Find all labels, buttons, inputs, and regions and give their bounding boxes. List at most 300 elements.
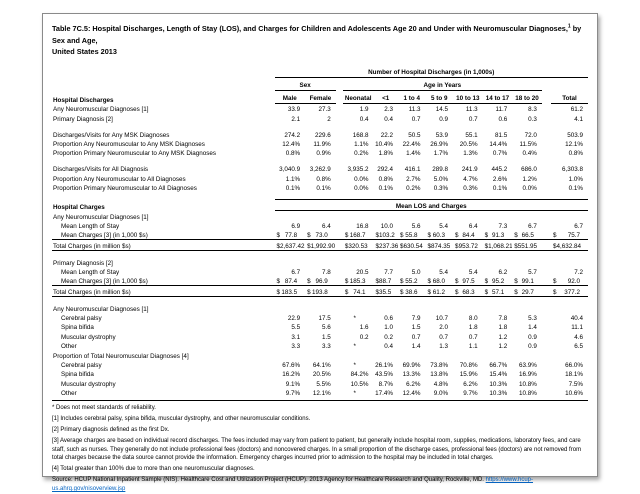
table-cell: $ 4,632.84 xyxy=(551,240,588,250)
footnote-reliability: * Does not meet standards of reliability. xyxy=(52,405,156,412)
table-cell: 55.1 xyxy=(465,131,478,139)
column-gap xyxy=(542,221,551,230)
table-cell: 16.8 xyxy=(356,222,369,230)
table-cell: 416.1 xyxy=(404,166,421,174)
table-cell: 2 xyxy=(327,115,331,123)
table-cell: 445.2 xyxy=(491,166,508,174)
table-cell: 0.6 xyxy=(498,115,508,123)
table-cell: 1.8 xyxy=(498,324,508,332)
column-gap xyxy=(542,183,551,192)
top-spanner-row xyxy=(52,65,588,78)
table-row xyxy=(52,378,588,387)
table-cell: 61.2 xyxy=(570,106,583,114)
currency-symbol: $ xyxy=(307,242,311,250)
section-label: Hospital Charges xyxy=(53,203,105,211)
currency-symbol: $ xyxy=(553,288,557,296)
column-header-total: Total xyxy=(551,91,588,104)
table-cell: 5.5% xyxy=(316,380,331,388)
table-cell: $ 87.4 xyxy=(276,278,298,286)
row-label: Cerebral palsy xyxy=(61,315,102,323)
table-cell: 27.3 xyxy=(318,106,331,114)
table-cell: $ 1,068.21 xyxy=(483,240,513,250)
table-cell: 6.7 xyxy=(528,222,537,230)
table-row xyxy=(52,199,588,211)
table-cell: $ 55.2 xyxy=(399,278,418,286)
row-label: Mean Charges [3] (in 1,000 $s) xyxy=(61,232,148,240)
table-cell: 6.4 xyxy=(468,222,478,230)
table-cell: 1.4 xyxy=(411,343,421,351)
table-cell: $ 99.1 xyxy=(514,278,534,286)
table-cell: * xyxy=(353,315,356,323)
row-label: Other xyxy=(61,343,77,351)
currency-symbol: $ xyxy=(344,242,349,250)
table-cell: 9.0% xyxy=(433,390,449,398)
table-cell: $ 97.5 xyxy=(455,278,475,286)
table-cell: $ 193.8 xyxy=(305,286,336,296)
table-row xyxy=(52,240,588,250)
table-cell: 0.8% xyxy=(568,150,583,158)
table-title xyxy=(52,23,588,58)
column-header-10to13: 10 to 13 xyxy=(453,91,483,104)
table-cell: 11.1 xyxy=(571,324,583,332)
column-header-neonatal: Neonatal xyxy=(343,91,374,104)
table-cell: 15.4% xyxy=(489,371,508,379)
row-label: Primary Diagnosis [2] xyxy=(53,115,113,123)
table-row xyxy=(52,257,588,266)
column-gap xyxy=(542,139,551,148)
table-row xyxy=(52,350,588,359)
column-gap xyxy=(542,104,551,114)
table-cell: 10.3% xyxy=(489,380,508,388)
table-cell: 7.9 xyxy=(411,315,421,323)
table-cell: $ 68.3 xyxy=(453,286,483,296)
footnote-1: [1] Includes cerebral palsy, spina bifida, muscular dystrophy, and other neuromuscular conditions. xyxy=(52,416,311,423)
table-cell: 1.5 xyxy=(321,333,331,341)
table-cell: 13.8% xyxy=(430,371,449,379)
table-cell: 0.9% xyxy=(316,150,331,158)
table-cell: 0.2 xyxy=(359,333,369,341)
table-cell: 5.4 xyxy=(439,222,449,230)
row-label: Total Charges (in million $s) xyxy=(52,286,275,296)
table-cell: 2.1 xyxy=(291,115,301,123)
table-cell: 63.9% xyxy=(518,362,537,369)
table-cell: 0.7 xyxy=(411,115,421,123)
table-cell: 0.4 xyxy=(384,115,393,123)
footnote-4: [4] Total greater than 100% due to more than one neuromuscular diagnoses. xyxy=(52,466,255,473)
table-cell: 5.5 xyxy=(291,324,301,332)
table-cell: $ 96.9 xyxy=(307,278,328,286)
table-cell: 84.2% xyxy=(350,371,369,379)
column-gap xyxy=(336,267,343,276)
footnote-2: [2] Primary diagnosis defined as the first Dx. xyxy=(52,427,170,434)
table-row xyxy=(52,139,588,148)
table-row xyxy=(52,211,588,221)
table-cell: 10.8% xyxy=(518,390,537,398)
currency-symbol: $ xyxy=(514,288,518,296)
currency-symbol: $ xyxy=(484,288,489,296)
title-footnote-mark: 1 xyxy=(567,23,571,30)
currency-symbol: $ xyxy=(307,278,311,286)
column-gap xyxy=(336,341,343,350)
table-cell: 0.1% xyxy=(492,185,508,193)
column-gap xyxy=(542,78,551,91)
table-cell: 50.5 xyxy=(408,131,421,139)
row-label: Total Charges (in million $s) xyxy=(52,240,275,250)
column-gap xyxy=(336,313,343,322)
table-cell: 12.1% xyxy=(312,390,331,398)
table-cell: 7.2 xyxy=(574,268,583,276)
column-header-under1: <1 xyxy=(373,91,397,104)
table-cell: 0.7 xyxy=(411,333,421,341)
column-gap xyxy=(336,240,343,250)
row-label: Spina bifida xyxy=(61,371,94,379)
table-cell: 3.3 xyxy=(291,343,301,351)
source-text: Source: HCUP National Inpatient Sample (NIS). Healthcare Cost and Utilization Project (HCUP). 2013 Agency for Healthcare Research and Quality, Rockville, MD. xyxy=(52,477,486,484)
column-gap xyxy=(336,369,343,378)
footnotes xyxy=(52,404,588,493)
table-cell: 6,303.8 xyxy=(561,166,583,174)
table-cell: 81.5 xyxy=(494,131,508,139)
table-cell: 3,935.2 xyxy=(347,166,369,174)
column-header-row xyxy=(52,91,588,104)
table-cell: * xyxy=(353,390,356,398)
table-cell: 0.1% xyxy=(285,185,301,193)
table-cell: 66.0% xyxy=(565,362,583,369)
table-cell: $ 88.7 xyxy=(375,278,392,286)
currency-symbol: $ xyxy=(427,232,432,240)
table-cell: 11.9% xyxy=(313,141,331,149)
table-cell: * xyxy=(353,362,356,369)
table-cell: 241.9 xyxy=(461,166,478,174)
currency-symbol: $ xyxy=(344,288,349,296)
table-cell: $ 185.3 xyxy=(344,278,366,286)
table-cell: 11.3 xyxy=(465,106,478,114)
column-gap xyxy=(336,360,343,369)
table-cell: 292.4 xyxy=(377,166,393,174)
currency-symbol: $ xyxy=(514,242,518,250)
currency-symbol: $ xyxy=(276,288,281,296)
currency-symbol: $ xyxy=(484,242,489,250)
column-header-1to4: 1 to 4 xyxy=(398,91,426,104)
table-cell: $ 68.0 xyxy=(427,278,446,286)
column-gap xyxy=(542,286,551,296)
table-cell: $ 320.53 xyxy=(343,240,374,250)
column-gap xyxy=(542,230,551,240)
table-cell: 1.5 xyxy=(411,324,421,332)
column-gap xyxy=(542,148,551,157)
table-cell: $ 77.8 xyxy=(276,232,298,240)
column-gap xyxy=(336,91,343,104)
table-cell: 53.9 xyxy=(435,131,449,139)
currency-symbol: $ xyxy=(455,232,459,240)
table-cell: 0.2% xyxy=(406,185,421,193)
currency-symbol: $ xyxy=(553,278,557,286)
currency-symbol: $ xyxy=(484,232,489,240)
table-cell: 0.0% xyxy=(522,185,537,193)
column-gap xyxy=(542,129,551,138)
column-header-14to17: 14 to 17 xyxy=(483,91,513,104)
table-cell: 69.9% xyxy=(402,362,421,369)
table-cell: 6.9 xyxy=(291,222,301,230)
table-cell: 4.8% xyxy=(433,380,449,388)
table-cell: 11.5% xyxy=(519,141,537,149)
table-cell: 6.4 xyxy=(321,222,331,230)
table-cell: $ 84.4 xyxy=(455,232,475,240)
table-row xyxy=(52,331,588,340)
currency-symbol: $ xyxy=(399,242,404,250)
currency-symbol: $ xyxy=(276,232,281,240)
table-row xyxy=(52,313,588,322)
column-gap xyxy=(336,183,343,192)
table-cell: 1.1% xyxy=(354,141,369,149)
spacer-cell xyxy=(52,250,588,257)
currency-symbol: $ xyxy=(375,278,379,286)
table-cell: 11.7 xyxy=(495,106,508,114)
table-cell: $ 2,637.42 xyxy=(275,240,306,250)
age-group-header: Age in Years xyxy=(343,78,542,91)
table-cell: 2.0 xyxy=(439,324,449,332)
table-cell: 229.6 xyxy=(314,131,331,139)
table-cell: 17.5 xyxy=(318,315,331,323)
currency-symbol: $ xyxy=(455,278,459,286)
row-label: Cerebral palsy xyxy=(61,362,102,369)
table-cell: 5.6 xyxy=(321,324,331,332)
column-gap xyxy=(542,369,551,378)
table-row xyxy=(52,286,588,296)
table-cell: $ 73.0 xyxy=(307,232,328,240)
currency-symbol: $ xyxy=(307,288,311,296)
row-label: Proportion Primary Neuromuscular to All Diagnoses xyxy=(53,185,197,193)
row-label: Muscular dystrophy xyxy=(61,333,116,341)
table-cell: 0.9 xyxy=(439,115,449,123)
source-line xyxy=(52,476,588,493)
table-row xyxy=(52,104,588,114)
table-row xyxy=(52,322,588,331)
currency-symbol: $ xyxy=(344,278,349,286)
table-cell: 8.0 xyxy=(468,315,478,323)
column-gap xyxy=(336,139,343,148)
table-cell: 16.2% xyxy=(282,371,301,379)
table-cell: 3,040.9 xyxy=(279,166,301,174)
table-cell: 1.2% xyxy=(522,175,537,183)
column-gap xyxy=(542,341,551,350)
table-cell: 33.9 xyxy=(287,106,301,114)
table-row xyxy=(52,360,588,369)
spacer-row xyxy=(52,250,588,257)
table-cell: 20.5% xyxy=(312,371,331,379)
table-cell: 6.2% xyxy=(463,380,478,388)
table-cell: 7.8 xyxy=(498,315,508,323)
currency-symbol: $ xyxy=(399,232,404,240)
table-row xyxy=(52,173,588,182)
table-row xyxy=(52,221,588,230)
table-cell: 10.7 xyxy=(435,315,449,323)
column-header-5to9: 5 to 9 xyxy=(426,91,454,104)
table-cell: 12.1% xyxy=(565,141,583,149)
document-page xyxy=(42,13,598,492)
row-label: Proportion Any Neuromuscular to All Diagnoses xyxy=(53,175,186,183)
table-cell: 1.2 xyxy=(498,343,508,351)
table-cell: 22.4% xyxy=(402,141,421,149)
column-gap xyxy=(336,331,343,340)
table-cell: 274.2 xyxy=(284,131,301,139)
column-gap xyxy=(336,230,343,240)
table-cell: 5.0% xyxy=(433,175,449,183)
table-cell: 43.5% xyxy=(375,371,393,379)
table-cell: 8.3 xyxy=(528,106,537,114)
currency-symbol: $ xyxy=(276,278,281,286)
spacer-row xyxy=(52,192,588,199)
row-header-label: Hospital Discharges xyxy=(53,96,114,104)
table-cell: $ 57.1 xyxy=(483,286,513,296)
table-cell: 10.6% xyxy=(565,390,583,398)
table-cell: $ 95.2 xyxy=(484,278,505,286)
empty-cell xyxy=(52,78,275,91)
table-cell: 1.9 xyxy=(359,106,369,114)
currency-symbol: $ xyxy=(399,278,404,286)
table-cell: 0.3% xyxy=(463,185,478,193)
table-cell: 0.4% xyxy=(522,150,537,158)
table-cell: 1.8% xyxy=(378,150,393,158)
table-cell: 6.2 xyxy=(498,268,508,276)
table-cell: 5.7 xyxy=(528,268,537,276)
row-label: Discharges/Visits for All Diagnosis xyxy=(53,166,149,174)
table-cell: $ 953.72 xyxy=(453,240,483,250)
table-cell: 4.6 xyxy=(574,333,583,341)
table-cell: 6.7 xyxy=(291,268,301,276)
table-cell: 0.7 xyxy=(439,333,449,341)
table-cell: 0.7% xyxy=(492,150,508,158)
table-cell: 0.2% xyxy=(354,150,369,158)
column-gap xyxy=(542,360,551,369)
column-gap xyxy=(336,322,343,331)
table-cell: 40.4 xyxy=(570,315,583,323)
currency-symbol: $ xyxy=(427,278,432,286)
table-cell: 0.2 xyxy=(384,333,393,341)
column-gap xyxy=(336,78,343,91)
currency-symbol: $ xyxy=(344,232,349,240)
table-cell: 67.6% xyxy=(282,362,301,369)
table-cell: 8.7% xyxy=(378,380,393,388)
row-label: Any Neuromuscular Diagnoses [1] xyxy=(53,106,149,114)
table-cell: $ 38.6 xyxy=(398,286,426,296)
column-gap xyxy=(336,113,343,122)
table-cell: $ 74.1 xyxy=(343,286,374,296)
row-label: Mean Charges [3] (in 1,000 $s) xyxy=(61,278,148,286)
table-cell: 168.8 xyxy=(352,131,369,139)
table-cell: 10.4% xyxy=(375,141,393,149)
table-cell: 7.7 xyxy=(384,268,393,276)
table-cell: * xyxy=(353,343,356,351)
row-label: Any Neuromuscular Diagnoses [1] xyxy=(53,213,149,221)
table-cell: 22.9 xyxy=(287,315,301,323)
table-cell: 26.9% xyxy=(430,141,449,149)
table-cell: $ 103.2 xyxy=(375,232,395,240)
sex-group-header: Sex xyxy=(275,78,336,91)
table-row xyxy=(52,303,588,312)
table-row xyxy=(52,230,588,240)
title-line2: United States 2013 xyxy=(52,47,117,57)
row-label: Proportion Primary Neuromuscular to Any MSK Diagnoses xyxy=(53,150,217,158)
table-cell: 0.0% xyxy=(354,185,369,193)
table-cell: $ 551.95 xyxy=(512,240,542,250)
table-row xyxy=(52,267,588,276)
table-cell: 15.9% xyxy=(459,371,478,379)
source-link[interactable]: https://www.hcup-us.ahrq.gov/nisoverview.jsp xyxy=(52,477,533,492)
table-cell: $ 1,992.90 xyxy=(305,240,336,250)
table-cell: 6.2% xyxy=(406,380,421,388)
currency-symbol: $ xyxy=(375,242,379,250)
table-row xyxy=(52,341,588,350)
table-cell: 686.0 xyxy=(521,166,537,174)
currency-symbol: $ xyxy=(307,232,311,240)
table-cell: 10.8% xyxy=(518,380,537,388)
column-gap xyxy=(542,164,551,173)
table-cell: 6.7 xyxy=(574,222,583,230)
table-cell: 289.8 xyxy=(432,166,449,174)
table-cell: 13.3% xyxy=(402,371,421,379)
table-cell: 7.5% xyxy=(568,380,583,388)
table-cell: 70.8% xyxy=(459,362,478,369)
column-gap xyxy=(336,173,343,182)
table-cell: 0.9 xyxy=(528,343,537,351)
column-header-male: Male xyxy=(275,91,306,104)
table-cell: 9.7% xyxy=(463,390,478,398)
top-spanner-label: Number of Hospital Discharges (in 1,000s) xyxy=(275,65,589,78)
table-cell: 16.9% xyxy=(518,371,537,379)
column-gap xyxy=(542,331,551,340)
row-label: Proportion of Total Neuromuscular Diagnoses [4] xyxy=(53,352,189,360)
table-cell: 1.0% xyxy=(568,175,583,183)
table-row xyxy=(52,129,588,138)
column-gap xyxy=(336,286,343,296)
currency-symbol: $ xyxy=(276,242,281,250)
table-row xyxy=(52,369,588,378)
column-gap xyxy=(336,148,343,157)
table-row xyxy=(52,183,588,192)
table-body xyxy=(52,104,588,398)
table-cell: 18.1% xyxy=(565,371,583,379)
table-cell: 26.1% xyxy=(375,362,393,369)
table-cell: 1.2 xyxy=(498,333,508,341)
column-gap xyxy=(542,240,551,250)
column-gap xyxy=(542,91,551,104)
table-row xyxy=(52,148,588,157)
table-cell: 20.5% xyxy=(459,141,478,149)
table-cell: $ 237.36 xyxy=(373,240,397,250)
charges-spanner-label: Mean LOS and Charges xyxy=(275,199,589,211)
table-cell: 503.9 xyxy=(567,131,583,139)
spacer-row xyxy=(52,296,588,303)
table-cell: 0.1% xyxy=(378,185,393,193)
table-cell: 12.4% xyxy=(282,141,301,149)
currency-symbol: $ xyxy=(553,232,557,240)
currency-symbol: $ xyxy=(375,288,379,296)
table-row xyxy=(52,164,588,173)
table-cell: 0.1% xyxy=(316,185,331,193)
table-cell: 3.1 xyxy=(291,333,301,341)
currency-symbol: $ xyxy=(514,232,518,240)
column-gap xyxy=(542,378,551,387)
table-row xyxy=(52,113,588,122)
table-cell: 5.4 xyxy=(468,268,478,276)
table-cell: 14.4% xyxy=(489,141,508,149)
table-cell: $ 61.2 xyxy=(426,286,454,296)
table-cell: $ 91.3 xyxy=(484,232,505,240)
currency-symbol: $ xyxy=(427,288,432,296)
column-gap xyxy=(542,267,551,276)
column-gap xyxy=(542,322,551,331)
